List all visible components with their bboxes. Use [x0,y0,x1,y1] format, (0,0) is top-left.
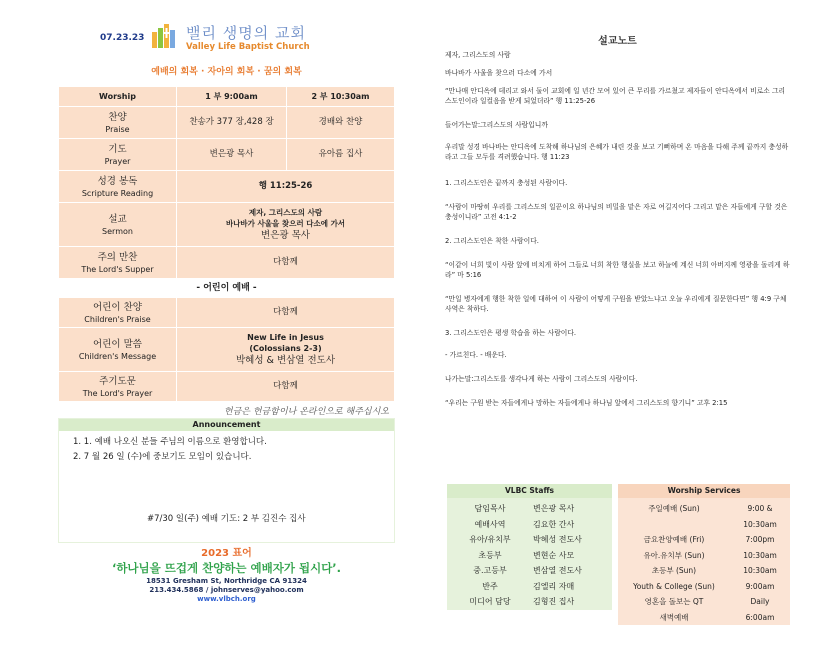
sermon-subtitle: 바나바가 사울을 찾으러 다소에 가서 [225,219,346,228]
services-box [618,484,790,625]
staff-box [447,484,612,610]
service-name: 초등부 (Sun) [651,566,697,575]
row-merged-value: 행 11:25-26 [177,171,395,203]
row-label [59,298,177,328]
church-name-english: Valley Life Baptist Church [186,42,310,52]
staff-role: 미디어 담당 [469,597,511,606]
row-label-en: Sermon [102,226,133,236]
staff-role: 담임목사 [474,504,506,513]
sermon-preacher: 변은광 목사 [261,230,310,241]
sermon-paragraph: 들어가는말:그리스도의 사람입니까 [445,121,548,129]
table-row [59,107,395,139]
service-time: 6:00am [745,612,775,622]
row-label-ko: 설교 [108,213,127,225]
sermon-title: 제자, 그리스도의 사람 [248,208,323,217]
service-row [618,532,790,548]
staff-title: VLBC Staffs [447,484,612,498]
sermon-paragraph: “이같이 너희 빛이 사람 앞에 비치게 하여 그들로 너희 착한 행실을 보고 하늘에 계신 너희 아버지께 영광을 돌리게 하라” 마 5:16 [445,261,790,279]
children-worship-heading: - 어린이 예배 - [196,283,257,293]
table-row [59,139,395,171]
list-item: 2. 7 월 26 일 (수)에 중보기도 모임이 있습니다. [73,452,252,462]
table-row [59,372,395,402]
sermon-notes-body [445,50,790,408]
worship-order-table [58,86,395,279]
row-label-ko: 어린이 찬양 [93,301,142,313]
offering-note: 헌금은 헌금함이나 온라인으로 해주십시오 [223,407,389,417]
row-label-ko: 어린이 말씀 [93,338,142,350]
announcement-list [59,431,394,465]
sermon-paragraph: “만나매 안디옥에 데리고 와서 둘이 교회에 일 년간 모여 있어 큰 무리를 가르쳤고 제자들이 안디옥에서 비로소 그리스도인이라 일컬음을 받게 되었더라” 행 11:25-26 [445,87,786,105]
staff-name: 김엘리 자매 [533,581,575,591]
service-name: 유아.유치부 (Sun) [643,550,705,560]
staff-name: 김형진 집사 [533,597,575,606]
staff-role: 초등부 [478,550,502,560]
service-name: 주일예배 (Sun) [648,504,700,513]
row-label [59,247,177,279]
church-website-link[interactable]: www.vlbch.org [197,595,256,603]
row-label [59,107,177,139]
service-name: 새벽예배 [659,612,689,622]
sermon-paragraph: “만일 병자에게 행한 착한 일에 대하여 이 사람이 어떻게 구원을 받았느냐고 오늘 우리에게 질문한다면” 행 4:9 구체 사역은 착하다. [445,295,787,313]
row-label-en: The Lord's Prayer [82,388,153,398]
service-time: 9:00 & 10:30am [743,504,777,529]
sermon-notes-title: 설교노트 [598,36,637,47]
next-prayer-note: #7/30 일(주) 예배 기도: 2 부 김진수 집사 [147,514,306,524]
row-merged-value: 다함께 [177,298,395,328]
row-label [59,139,177,171]
row-label [59,372,177,402]
staff-role: 예배사역 [474,519,506,529]
header-first-service: 1 부 9:00am [177,87,287,107]
staff-row [447,548,612,564]
sermon-paragraph: - 가르친다. - 배운다. [445,351,507,359]
row-label-ko: 찬양 [108,111,127,123]
service-time: 7:00pm [745,535,775,544]
children-message-passage: (Colossians 2-3) [249,344,322,353]
sermon-paragraph: 1. 그리스도인은 끝까지 충성된 사람이다. [445,179,568,187]
service-time: 9:00am [745,581,775,591]
service-name: 금요찬양예배 (Fri) [643,535,705,544]
row-merged-value [177,328,395,372]
service-name: Youth & College (Sun) [633,581,715,591]
table-row [59,171,395,203]
header-worship: Worship [59,87,177,107]
service-time: Daily [750,597,770,606]
row-merged-value: 다함께 [177,247,395,279]
service-row [618,579,790,595]
table-header-row [59,87,395,107]
service-time: 10:30am [743,550,777,560]
year-motto: ‘하나님을 뜨겁게 찬양하는 예배자가 됩시다’. [111,561,342,575]
church-name-korean: 밸리 생명의 교회 [186,24,306,42]
church-contact: 213.434.5868 / johnserves@yahoo.com [149,586,304,594]
bulletin-left-column [58,20,395,604]
table-row [59,298,395,328]
bulletin-header [58,20,395,56]
sermon-paragraph: “사람이 마땅히 우리를 그리스도의 일꾼이요 하나님의 비밀을 맡은 자로 여길지어다 그리고 맡은 자들에게 구할 것은 충성이니라” 고전 4:1-2 [445,203,788,221]
bulletin-date: 07.23.23 [100,33,145,43]
row-label [59,328,177,372]
sermon-paragraph: 바나바가 사울을 찾으러 다소에 가서 [445,69,553,77]
row-label-en: The Lord's Supper [81,264,154,274]
row-label-en: Prayer [104,156,131,166]
service-row [618,610,790,626]
row-merged-value [177,203,395,247]
sermon-paragraph: 제자, 그리스도의 사람 [445,51,511,59]
row-label [59,171,177,203]
staff-name: 변은광 목사 [533,504,575,513]
row-second-value: 유아름 집사 [287,139,395,171]
row-first-value: 찬송가 377 장,428 장 [177,107,287,139]
sermon-paragraph: 2. 그리스도인은 착한 사람이다. [445,237,539,245]
list-item: 1. 1. 예배 나오신 분들 주님의 이름으로 환영합니다. [73,437,267,447]
staff-list [447,498,612,610]
service-row [618,548,790,564]
staff-name: 변현순 사모 [533,550,575,560]
staff-row [447,517,612,533]
service-row [618,563,790,579]
staff-role: 중.고등부 [473,566,507,575]
church-address: 18531 Gresham St, Northridge CA 91324 [146,577,307,585]
staff-role: 유아/유치부 [469,535,511,544]
children-worship-table [58,297,395,402]
announcement-title: Announcement [59,419,394,431]
row-label-en: Children's Message [78,351,157,361]
staff-row [447,501,612,517]
services-list [618,498,790,625]
table-row [59,247,395,279]
bulletin-footer [58,547,395,604]
staff-row [447,532,612,548]
service-row [618,501,790,532]
row-label-ko: 주기도문 [99,375,136,387]
row-label-en: Children's Praise [84,314,151,324]
row-label-ko: 주의 만찬 [97,251,138,263]
row-label-ko: 기도 [108,143,127,155]
row-first-value: 변은광 목사 [177,139,287,171]
row-label-en: Scripture Reading [81,188,154,198]
year-label: 2023 표어 [201,548,252,559]
service-name: 영혼을 돌보는 QT [644,597,704,606]
sermon-paragraph: 3. 그리스도인은 평생 학습을 하는 사람이다. [445,329,577,337]
row-label-ko: 성경 봉독 [97,175,138,187]
sermon-paragraph: 우리말 성경 바나바는 안디옥에 도착해 하나님의 은혜가 내린 것을 보고 기뻐하며 온 마음을 다해 주께 끝까지 충성하라고 그들 모두를 격려했습니다. 행 11:23 [445,143,789,161]
sermon-paragraph: 나가는말:그리스도를 생각나게 하는 사람이 그리스도의 사람이다. [445,375,638,383]
staff-name: 변삼열 전도사 [533,566,582,575]
sermon-paragraph: “우리는 구원 받는 자들에게나 망하는 자들에게나 하나님 앞에서 그리스도의 향기니” 고후 2:15 [445,399,728,407]
row-label-en: Praise [105,124,130,134]
sermon-notes [445,32,790,408]
table-row [59,203,395,247]
row-second-value: 경배와 찬양 [287,107,395,139]
header-second-service: 2 부 10:30am [287,87,395,107]
staff-row [447,594,612,610]
staff-row [447,579,612,595]
row-merged-value: 다함께 [177,372,395,402]
staff-role: 반주 [482,581,498,591]
service-row [618,594,790,610]
staff-name: 박혜성 전도사 [533,535,582,544]
services-title: Worship Services [618,484,790,498]
children-message-title: New Life in Jesus [247,333,324,342]
announcement-box [58,418,395,543]
church-motto: 예배의 회복 · 자아의 회복 · 꿈의 회복 [151,67,302,77]
row-label [59,203,177,247]
church-logo-icon [150,22,178,50]
table-row [59,328,395,372]
staff-row [447,563,612,579]
children-message-speakers: 박혜성 & 변삼열 전도사 [235,355,336,366]
service-time: 10:30am [743,566,777,575]
staff-name: 김요한 간사 [533,519,575,529]
